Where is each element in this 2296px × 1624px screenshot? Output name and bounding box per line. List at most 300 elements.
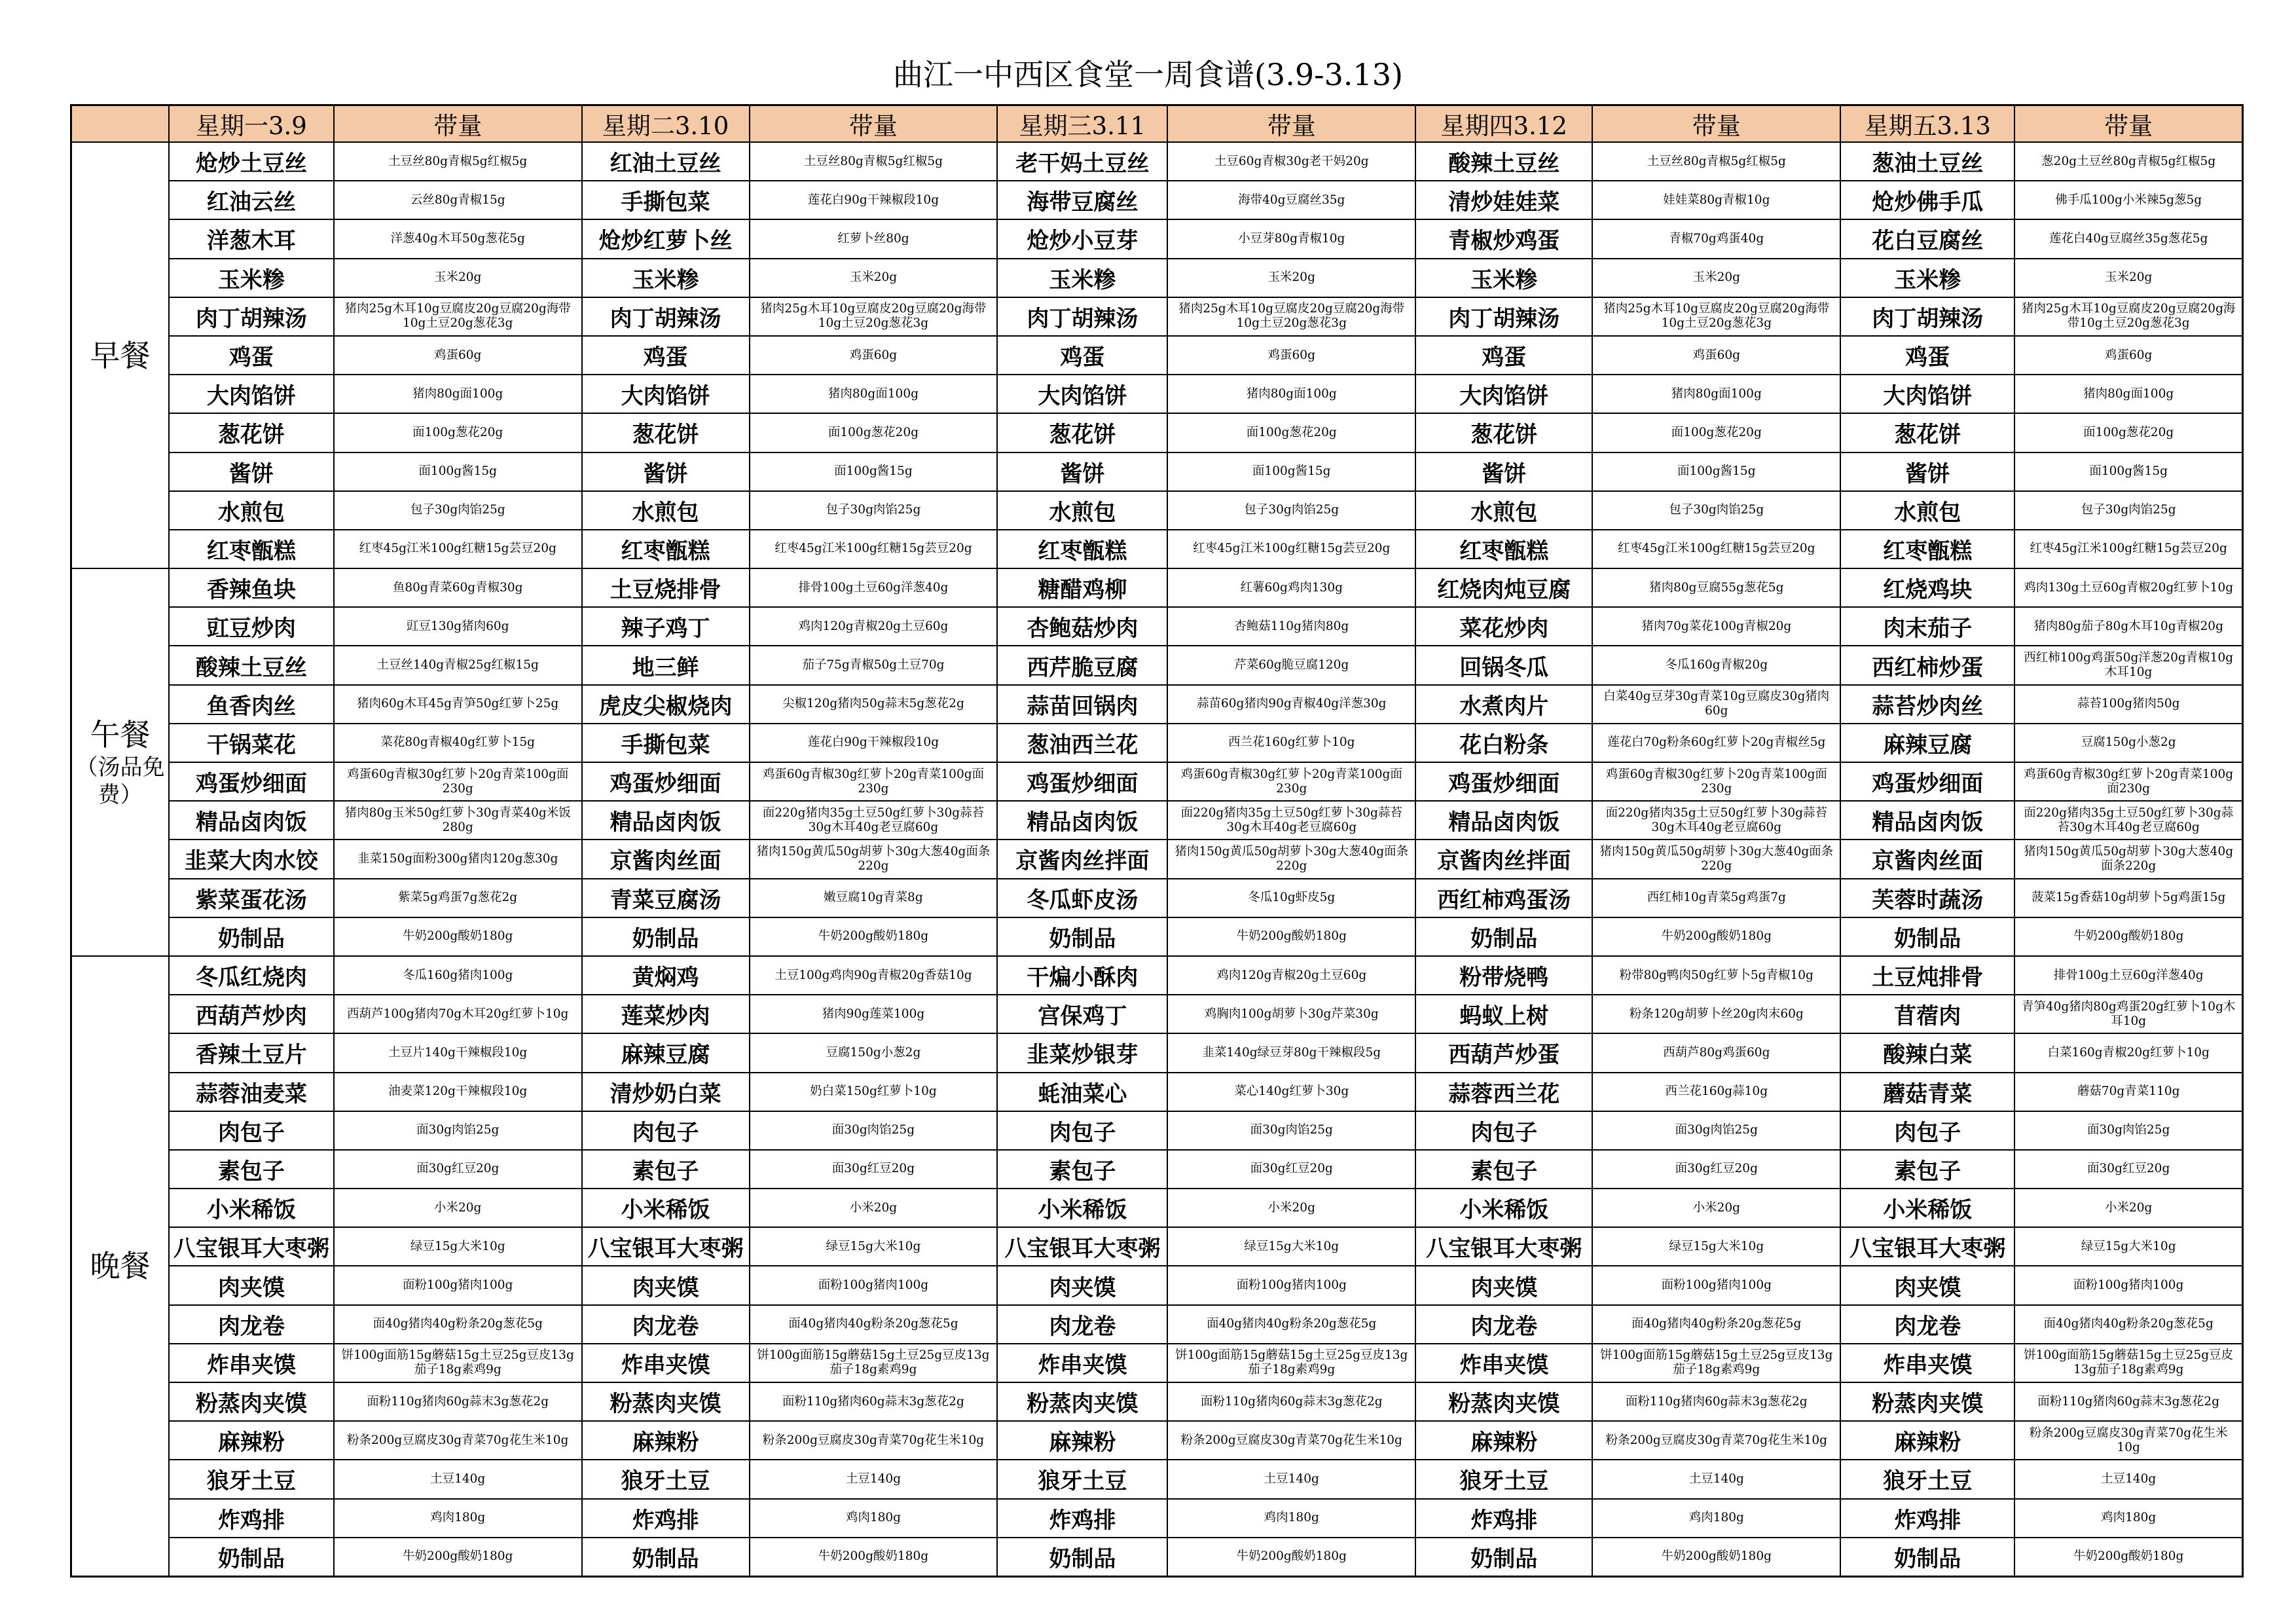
dish-name: 麻辣粉: [169, 1421, 334, 1460]
dish-name: 西红柿鸡蛋汤: [1415, 879, 1592, 917]
dish-name: 八宝银耳大枣粥: [582, 1227, 750, 1266]
dish-quantity: 西葫芦80g鸡蛋60g: [1592, 1033, 1840, 1072]
dish-name: 西葫芦炒肉: [169, 995, 334, 1033]
dish-name: 肉龙卷: [169, 1305, 334, 1344]
dish-quantity: 玉米20g: [2014, 259, 2242, 297]
dish-name: 回锅冬瓜: [1415, 646, 1592, 684]
day-header: 星期三3.11: [997, 105, 1167, 143]
dish-quantity: 面30g红豆20g: [1167, 1150, 1415, 1189]
dish-quantity: 菜心140g红萝卜30g: [1167, 1073, 1415, 1111]
dish-name: 炝炒红萝卜丝: [582, 219, 750, 258]
dish-name: 韭菜大肉水饺: [169, 840, 334, 878]
dish-name: 八宝银耳大枣粥: [997, 1227, 1167, 1266]
dish-name: 莲菜炒肉: [582, 995, 750, 1033]
dish-quantity: 面粉100g猪肉100g: [334, 1266, 582, 1304]
dish-quantity: 包子30g肉馅25g: [750, 491, 998, 530]
dish-quantity: 牛奶200g酸奶180g: [334, 917, 582, 956]
dish-name: 红枣甑糕: [169, 530, 334, 568]
dish-name: 西葫芦炒蛋: [1415, 1033, 1592, 1072]
dish-quantity: 面40g猪肉40g粉条20g葱花5g: [750, 1305, 998, 1344]
dish-quantity: 猪肉80g面100g: [1592, 375, 1840, 413]
dish-name: 海带豆腐丝: [997, 181, 1167, 219]
dish-name: 炝炒小豆芽: [997, 219, 1167, 258]
dish-quantity: 鸡肉120g青椒20g土豆60g: [750, 607, 998, 646]
dish-name: 玉米糁: [1840, 259, 2014, 297]
dish-name: 花白豆腐丝: [1840, 219, 2014, 258]
dish-quantity: 海带40g豆腐丝35g: [1167, 181, 1415, 219]
dish-name: 肉丁胡辣汤: [1415, 297, 1592, 336]
dish-quantity: 莲花白90g干辣椒段10g: [750, 181, 998, 219]
dish-quantity: 绿豆15g大米10g: [1167, 1227, 1415, 1266]
dish-name: 水煎包: [1840, 491, 2014, 530]
dish-name: 狼牙土豆: [582, 1460, 750, 1498]
dish-quantity: 牛奶200g酸奶180g: [1167, 1538, 1415, 1577]
dish-name: 葱花饼: [582, 413, 750, 452]
dish-quantity: 豆腐150g小葱2g: [2014, 724, 2242, 762]
dish-quantity: 面100g葱花20g: [1167, 413, 1415, 452]
dish-name: 狼牙土豆: [1415, 1460, 1592, 1498]
dish-quantity: 绿豆15g大米10g: [1592, 1227, 1840, 1266]
dish-quantity: 猪肉90g莲菜100g: [750, 995, 998, 1033]
dish-quantity: 玉米20g: [750, 259, 998, 297]
dish-name: 鸡蛋炒细面: [1415, 762, 1592, 801]
dish-name: 小米稀饭: [169, 1189, 334, 1227]
menu-body: [71, 142, 2243, 1576]
dish-quantity: 面100g酱15g: [1592, 452, 1840, 491]
dish-name: 肉夹馍: [582, 1266, 750, 1304]
dish-quantity: 蒜苗60g猪肉90g青椒40g洋葱30g: [1167, 685, 1415, 724]
page-title: 曲江一中西区食堂一周食谱(3.9-3.13): [892, 57, 1403, 92]
dish-name: 肉包子: [169, 1111, 334, 1150]
dish-quantity: 面100g酱15g: [334, 452, 582, 491]
dish-name: 葱油西兰花: [997, 724, 1167, 762]
dish-quantity: 蘑菇70g青菜110g: [2014, 1073, 2242, 1111]
dish-quantity: 面30g红豆20g: [750, 1150, 998, 1189]
dish-name: 奶制品: [1840, 917, 2014, 956]
menu-row: [71, 297, 2243, 336]
dish-quantity: 猪肉80g茄子80g木耳10g青椒20g: [2014, 607, 2242, 646]
dish-name: 红枣甑糕: [1415, 530, 1592, 568]
dish-quantity: 莲花白70g粉条60g红萝卜20g青椒丝5g: [1592, 724, 1840, 762]
dish-name: 炸串夹馍: [997, 1344, 1167, 1382]
dish-quantity: 面粉100g猪肉100g: [2014, 1266, 2242, 1304]
dish-name: 奶制品: [1415, 1538, 1592, 1577]
dish-name: 麻辣粉: [1840, 1421, 2014, 1460]
dish-quantity: 排骨100g土豆60g洋葱40g: [750, 568, 998, 607]
menu-row: [71, 1382, 2243, 1421]
menu-row: [71, 568, 2243, 607]
menu-row: [71, 762, 2243, 801]
dish-quantity: 土豆140g: [2014, 1460, 2242, 1498]
dish-name: 鸡蛋: [169, 336, 334, 375]
dish-name: 肉龙卷: [582, 1305, 750, 1344]
qty-header: 带量: [750, 105, 998, 143]
dish-quantity: 绿豆15g大米10g: [750, 1227, 998, 1266]
dish-quantity: 面100g葱花20g: [2014, 413, 2242, 452]
dish-name: 紫菜蛋花汤: [169, 879, 334, 917]
dish-quantity: 粉条200g豆腐皮30g青菜70g花生米10g: [750, 1421, 998, 1460]
dish-name: 红枣甑糕: [997, 530, 1167, 568]
dish-name: 粉蒸肉夹馍: [1415, 1382, 1592, 1421]
dish-name: 红枣甑糕: [1840, 530, 2014, 568]
menu-row: [71, 646, 2243, 684]
dish-quantity: 小米20g: [750, 1189, 998, 1227]
dish-quantity: 青笋40g猪肉80g鸡蛋20g红萝卜10g木耳10g: [2014, 995, 2242, 1033]
menu-row: [71, 1073, 2243, 1111]
dish-quantity: 粉条200g豆腐皮30g青菜70g花生米10g: [1167, 1421, 1415, 1460]
menu-row: [71, 1189, 2243, 1227]
dish-quantity: 莲花白40g豆腐丝35g葱花5g: [2014, 219, 2242, 258]
dish-quantity: 鸡胸肉100g胡萝卜30g芹菜30g: [1167, 995, 1415, 1033]
dish-name: 精品卤肉饭: [582, 801, 750, 840]
dish-quantity: 面粉100g猪肉100g: [1167, 1266, 1415, 1304]
dish-name: 奶制品: [169, 917, 334, 956]
dish-name: 麻辣豆腐: [582, 1033, 750, 1072]
dish-name: 肉丁胡辣汤: [997, 297, 1167, 336]
dish-name: 肉包子: [1840, 1111, 2014, 1150]
dish-name: 红烧鸡块: [1840, 568, 2014, 607]
qty-header: 带量: [334, 105, 582, 143]
menu-row: [71, 413, 2243, 452]
dish-quantity: 土豆丝80g青椒5g红椒5g: [334, 142, 582, 181]
dish-name: 大肉馅饼: [169, 375, 334, 413]
dish-name: 酸辣白菜: [1840, 1033, 2014, 1072]
dish-quantity: 面30g肉馅25g: [750, 1111, 998, 1150]
dish-name: 韭菜炒银芽: [997, 1033, 1167, 1072]
dish-name: 奶制品: [1415, 917, 1592, 956]
dish-quantity: 白菜160g青椒20g红萝卜10g: [2014, 1033, 2242, 1072]
dish-name: 鸡蛋炒细面: [582, 762, 750, 801]
dish-name: 水煎包: [169, 491, 334, 530]
dish-quantity: 猪肉25g木耳10g豆腐皮20g豆腐20g海带10g土豆20g葱花3g: [1167, 297, 1415, 336]
dish-quantity: 韭菜140g绿豆芽80g干辣椒段5g: [1167, 1033, 1415, 1072]
dish-name: 小米稀饭: [1840, 1189, 2014, 1227]
meal-label: [71, 568, 169, 956]
meal-note: （汤品免费）: [75, 754, 165, 808]
menu-row: [71, 1266, 2243, 1304]
dish-quantity: 尖椒120g猪肉50g蒜末5g葱花2g: [750, 685, 998, 724]
dish-name: 清炒奶白菜: [582, 1073, 750, 1111]
dish-name: 酱饼: [1415, 452, 1592, 491]
dish-quantity: 西红柿10g青菜5g鸡蛋7g: [1592, 879, 1840, 917]
dish-name: 精品卤肉饭: [997, 801, 1167, 840]
dish-quantity: 冬瓜160g猪肉100g: [334, 956, 582, 995]
dish-quantity: 牛奶200g酸奶180g: [334, 1538, 582, 1577]
dish-quantity: 菠菜15g香菇10g胡萝卜5g鸡蛋15g: [2014, 879, 2242, 917]
dish-quantity: 面粉100g猪肉100g: [1592, 1266, 1840, 1304]
dish-name: 炸鸡排: [169, 1499, 334, 1538]
dish-name: 大肉馅饼: [582, 375, 750, 413]
dish-name: 青椒炒鸡蛋: [1415, 219, 1592, 258]
menu-row: [71, 879, 2243, 917]
dish-name: 葱油土豆丝: [1840, 142, 2014, 181]
menu-row: [71, 685, 2243, 724]
dish-quantity: 饼100g面筋15g蘑菇15g土豆25g豆皮13g茄子18g素鸡9g: [334, 1344, 582, 1382]
dish-name: 鸡蛋炒细面: [169, 762, 334, 801]
dish-name: 粉蒸肉夹馍: [582, 1382, 750, 1421]
dish-quantity: 菜花80g青椒40g红萝卜15g: [334, 724, 582, 762]
qty-header: 带量: [1167, 105, 1415, 143]
dish-quantity: 红枣45g江米100g红糖15g芸豆20g: [1592, 530, 1840, 568]
dish-quantity: 猪肉150g黄瓜50g胡萝卜30g大葱40g面条220g: [2014, 840, 2242, 878]
dish-name: 土豆烧排骨: [582, 568, 750, 607]
dish-quantity: 面100g酱15g: [1167, 452, 1415, 491]
dish-name: 水煎包: [582, 491, 750, 530]
dish-quantity: 面30g肉馅25g: [334, 1111, 582, 1150]
dish-quantity: 油麦菜120g干辣椒段10g: [334, 1073, 582, 1111]
dish-name: 粉蒸肉夹馍: [169, 1382, 334, 1421]
menu-row: [71, 452, 2243, 491]
dish-name: 鸡蛋: [582, 336, 750, 375]
dish-quantity: 紫菜5g鸡蛋7g葱花2g: [334, 879, 582, 917]
dish-quantity: 鸡蛋60g青椒30g红萝卜20g青菜100g面230g: [2014, 762, 2242, 801]
dish-name: 辣子鸡丁: [582, 607, 750, 646]
dish-quantity: 猪肉80g玉米50g红萝卜30g青菜40g米饭280g: [334, 801, 582, 840]
dish-quantity: 面40g猪肉40g粉条20g葱花5g: [1592, 1305, 1840, 1344]
dish-quantity: 猪肉80g面100g: [2014, 375, 2242, 413]
dish-quantity: 小米20g: [2014, 1189, 2242, 1227]
dish-name: 酸辣土豆丝: [169, 646, 334, 684]
dish-quantity: 洋葱40g木耳50g葱花5g: [334, 219, 582, 258]
dish-name: 素包子: [1840, 1150, 2014, 1189]
menu-row: [71, 530, 2243, 568]
dish-name: 手撕包菜: [582, 181, 750, 219]
dish-name: 肉丁胡辣汤: [169, 297, 334, 336]
dish-quantity: 排骨100g土豆60g洋葱40g: [2014, 956, 2242, 995]
dish-quantity: 红薯60g鸡肉130g: [1167, 568, 1415, 607]
dish-quantity: 红枣45g江米100g红糖15g芸豆20g: [2014, 530, 2242, 568]
dish-quantity: 面220g猪肉35g土豆50g红萝卜30g蒜苔30g木耳40g老豆腐60g: [1592, 801, 1840, 840]
dish-name: 奶制品: [582, 917, 750, 956]
dish-quantity: 面粉100g猪肉100g: [750, 1266, 998, 1304]
dish-name: 鱼香肉丝: [169, 685, 334, 724]
dish-quantity: 牛奶200g酸奶180g: [750, 917, 998, 956]
dish-name: 清炒娃娃菜: [1415, 181, 1592, 219]
dish-name: 奶制品: [997, 1538, 1167, 1577]
dish-name: 地三鲜: [582, 646, 750, 684]
dish-quantity: 土豆丝140g青椒25g红椒15g: [334, 646, 582, 684]
dish-quantity: 韭菜150g面粉300g猪肉120g葱30g: [334, 840, 582, 878]
dish-quantity: 西兰花160g红萝卜10g: [1167, 724, 1415, 762]
dish-name: 小米稀饭: [1415, 1189, 1592, 1227]
dish-quantity: 面40g猪肉40g粉条20g葱花5g: [1167, 1305, 1415, 1344]
dish-name: 糖醋鸡柳: [997, 568, 1167, 607]
dish-quantity: 面100g酱15g: [2014, 452, 2242, 491]
dish-name: 肉末茄子: [1840, 607, 2014, 646]
dish-quantity: 猪肉25g木耳10g豆腐皮20g豆腐20g海带10g土豆20g葱花3g: [2014, 297, 2242, 336]
dish-quantity: 佛手瓜100g小米辣5g葱5g: [2014, 181, 2242, 219]
dish-quantity: 饼100g面筋15g蘑菇15g土豆25g豆皮13g茄子18g素鸡9g: [1592, 1344, 1840, 1382]
dish-quantity: 莲花白90g干辣椒段10g: [750, 724, 998, 762]
menu-row: [71, 375, 2243, 413]
dish-quantity: 猪肉150g黄瓜50g胡萝卜30g大葱40g面条220g: [1592, 840, 1840, 878]
dish-name: 蚂蚁上树: [1415, 995, 1592, 1033]
dish-name: 葱花饼: [1840, 413, 2014, 452]
dish-quantity: 白菜40g豆芽30g青菜10g豆腐皮30g猪肉60g: [1592, 685, 1840, 724]
dish-quantity: 茄子75g青椒50g土豆70g: [750, 646, 998, 684]
dish-quantity: 面100g葱花20g: [750, 413, 998, 452]
dish-name: 宫保鸡丁: [997, 995, 1167, 1033]
qty-header: 带量: [2014, 105, 2242, 143]
dish-name: 麻辣粉: [997, 1421, 1167, 1460]
dish-quantity: 小米20g: [1167, 1189, 1415, 1227]
meal-name: 晚餐: [90, 1248, 151, 1284]
dish-quantity: 鸡肉180g: [334, 1499, 582, 1538]
dish-quantity: 土豆140g: [334, 1460, 582, 1498]
dish-name: 冬瓜虾皮汤: [997, 879, 1167, 917]
dish-name: 大肉馅饼: [1840, 375, 2014, 413]
dish-quantity: 饼100g面筋15g蘑菇15g土豆25g豆皮13g茄子18g素鸡9g: [2014, 1344, 2242, 1382]
dish-name: 狼牙土豆: [169, 1460, 334, 1498]
dish-name: 干锅菜花: [169, 724, 334, 762]
meal-label: [71, 142, 169, 568]
dish-name: 麻辣粉: [582, 1421, 750, 1460]
menu-row: [71, 724, 2243, 762]
dish-name: 葱花饼: [1415, 413, 1592, 452]
dish-quantity: 猪肉60g木耳45g青笋50g红萝卜25g: [334, 685, 582, 724]
menu-row: [71, 1538, 2243, 1577]
menu-row: [71, 336, 2243, 375]
dish-quantity: 玉米20g: [334, 259, 582, 297]
dish-name: 水煎包: [1415, 491, 1592, 530]
dish-quantity: 土豆140g: [1592, 1460, 1840, 1498]
menu-row: [71, 607, 2243, 646]
day-header: 星期二3.10: [582, 105, 750, 143]
dish-quantity: 包子30g肉馅25g: [334, 491, 582, 530]
dish-quantity: 牛奶200g酸奶180g: [750, 1538, 998, 1577]
dish-name: 冬瓜红烧肉: [169, 956, 334, 995]
dish-quantity: 包子30g肉馅25g: [2014, 491, 2242, 530]
dish-quantity: 牛奶200g酸奶180g: [2014, 1538, 2242, 1577]
dish-quantity: 包子30g肉馅25g: [1167, 491, 1415, 530]
menu-row: [71, 1460, 2243, 1498]
dish-name: 鸡蛋炒细面: [997, 762, 1167, 801]
dish-quantity: 鸡蛋60g: [1167, 336, 1415, 375]
dish-quantity: 面粉110g猪肉60g蒜末3g葱花2g: [2014, 1382, 2242, 1421]
dish-name: 红烧肉炖豆腐: [1415, 568, 1592, 607]
menu-row: [71, 840, 2243, 878]
dish-quantity: 芹菜60g脆豆腐120g: [1167, 646, 1415, 684]
dish-quantity: 猪肉80g面100g: [1167, 375, 1415, 413]
dish-name: 肉夹馍: [997, 1266, 1167, 1304]
dish-quantity: 面30g红豆20g: [2014, 1150, 2242, 1189]
dish-name: 鸡蛋: [997, 336, 1167, 375]
dish-name: 芙蓉时蔬汤: [1840, 879, 2014, 917]
dish-quantity: 面粉110g猪肉60g蒜末3g葱花2g: [1592, 1382, 1840, 1421]
dish-name: 炸鸡排: [1415, 1499, 1592, 1538]
dish-name: 炸鸡排: [582, 1499, 750, 1538]
dish-quantity: 青椒70g鸡蛋40g: [1592, 219, 1840, 258]
dish-quantity: 粉条120g胡萝卜丝20g肉末60g: [1592, 995, 1840, 1033]
dish-quantity: 红枣45g江米100g红糖15g芸豆20g: [750, 530, 998, 568]
dish-name: 杏鲍菇炒肉: [997, 607, 1167, 646]
dish-name: 西芹脆豆腐: [997, 646, 1167, 684]
dish-quantity: 牛奶200g酸奶180g: [1592, 917, 1840, 956]
dish-quantity: 土豆片140g干辣椒段10g: [334, 1033, 582, 1072]
dish-quantity: 小豆芽80g青椒10g: [1167, 219, 1415, 258]
dish-name: 肉丁胡辣汤: [1840, 297, 2014, 336]
dish-name: 肉包子: [582, 1111, 750, 1150]
dish-name: 京酱肉丝面: [1840, 840, 2014, 878]
dish-name: 狼牙土豆: [997, 1460, 1167, 1498]
dish-name: 玉米糁: [169, 259, 334, 297]
dish-quantity: 土豆100g鸡肉90g青椒20g香菇10g: [750, 956, 998, 995]
dish-name: 肉龙卷: [1840, 1305, 2014, 1344]
dish-name: 酱饼: [582, 452, 750, 491]
day-header: 星期五3.13: [1840, 105, 2014, 143]
qty-header: 带量: [1592, 105, 1840, 143]
dish-quantity: 嫩豆腐10g青菜8g: [750, 879, 998, 917]
dish-name: 精品卤肉饭: [1840, 801, 2014, 840]
dish-name: 花白粉条: [1415, 724, 1592, 762]
dish-quantity: 猪肉25g木耳10g豆腐皮20g豆腐20g海带10g土豆20g葱花3g: [1592, 297, 1840, 336]
dish-name: 炸串夹馍: [169, 1344, 334, 1382]
dish-name: 鸡蛋: [1840, 336, 2014, 375]
dish-name: 小米稀饭: [997, 1189, 1167, 1227]
dish-name: 精品卤肉饭: [1415, 801, 1592, 840]
dish-quantity: 玉米20g: [1592, 259, 1840, 297]
menu-row: [71, 1421, 2243, 1460]
dish-quantity: 牛奶200g酸奶180g: [1167, 917, 1415, 956]
dish-quantity: 猪肉70g菜花100g青椒20g: [1592, 607, 1840, 646]
dish-name: 蒜蓉油麦菜: [169, 1073, 334, 1111]
dish-name: 京酱肉丝拌面: [997, 840, 1167, 878]
dish-quantity: 鸡蛋60g青椒30g红萝卜20g青菜100g面230g: [334, 762, 582, 801]
dish-name: 苜蓿肉: [1840, 995, 2014, 1033]
dish-quantity: 面100g葱花20g: [1592, 413, 1840, 452]
dish-quantity: 牛奶200g酸奶180g: [1592, 1538, 1840, 1577]
dish-quantity: 鸡蛋60g: [334, 336, 582, 375]
dish-name: 青菜豆腐汤: [582, 879, 750, 917]
dish-quantity: 面220g猪肉35g土豆50g红萝卜30g蒜苔30g木耳40g老豆腐60g: [2014, 801, 2242, 840]
dish-quantity: 土豆140g: [1167, 1460, 1415, 1498]
dish-quantity: 鸡蛋60g青椒30g红萝卜20g青菜100g面230g: [750, 762, 998, 801]
dish-quantity: 鸡肉180g: [1167, 1499, 1415, 1538]
dish-quantity: 猪肉80g面100g: [334, 375, 582, 413]
dish-name: 酱饼: [169, 452, 334, 491]
dish-name: 大肉馅饼: [997, 375, 1167, 413]
dish-quantity: 鸡肉120g青椒20g土豆60g: [1167, 956, 1415, 995]
menu-row: [71, 491, 2243, 530]
dish-name: 肉夹馍: [1415, 1266, 1592, 1304]
dish-quantity: 娃娃菜80g青椒10g: [1592, 181, 1840, 219]
dish-quantity: 饼100g面筋15g蘑菇15g土豆25g豆皮13g茄子18g素鸡9g: [1167, 1344, 1415, 1382]
dish-quantity: 猪肉150g黄瓜50g胡萝卜30g大葱40g面条220g: [750, 840, 998, 878]
dish-name: 鸡蛋: [1415, 336, 1592, 375]
dish-quantity: 面粉110g猪肉60g蒜末3g葱花2g: [1167, 1382, 1415, 1421]
dish-name: 鸡蛋炒细面: [1840, 762, 2014, 801]
dish-name: 干煸小酥肉: [997, 956, 1167, 995]
dish-name: 狼牙土豆: [1840, 1460, 2014, 1498]
dish-quantity: 面粉110g猪肉60g蒜末3g葱花2g: [334, 1382, 582, 1421]
dish-name: 水煮肉片: [1415, 685, 1592, 724]
menu-row: [71, 1033, 2243, 1072]
dish-quantity: 小米20g: [334, 1189, 582, 1227]
dish-quantity: 鸡蛋60g: [750, 336, 998, 375]
dish-name: 小米稀饭: [582, 1189, 750, 1227]
menu-table: [70, 104, 2244, 1578]
dish-quantity: 面100g葱花20g: [334, 413, 582, 452]
dish-quantity: 牛奶200g酸奶180g: [2014, 917, 2242, 956]
dish-name: 肉包子: [997, 1111, 1167, 1150]
day-header: 星期四3.12: [1415, 105, 1592, 143]
dish-name: 玉米糁: [582, 259, 750, 297]
dish-name: 酱饼: [1840, 452, 2014, 491]
dish-quantity: 猪肉80g豆腐55g葱花5g: [1592, 568, 1840, 607]
dish-quantity: 玉米20g: [1167, 259, 1415, 297]
dish-name: 八宝银耳大枣粥: [169, 1227, 334, 1266]
menu-row: [71, 1344, 2243, 1382]
